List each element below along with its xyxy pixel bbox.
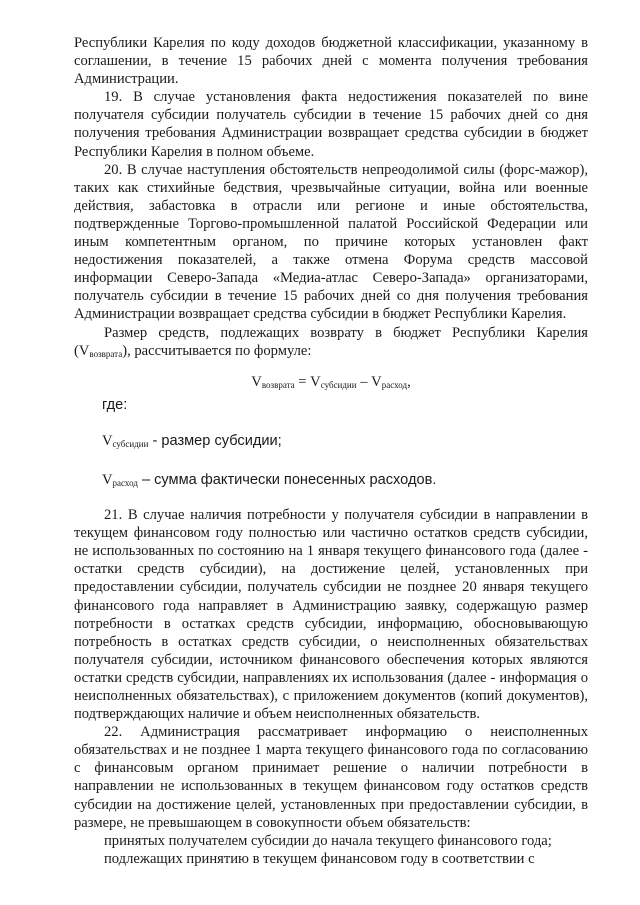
paragraph-21: 21. В случае наличия потребности у получателя субсидии в направлении в текущем финансовом году полностью или частично остатков средств субсидии, не использованных по состоянию на 1 января текущего финансового года (далее - остатки средств субсидии), на достижение целей, установленных при предоставлении субсидии, получатель субсидии не позднее 20 января текущего финансового года направляет в Администрацию заявку, содержащую размер потребности в остатках средств субсидии, информацию, обосновывающую потребность в остатках средств субсидии, о неисполненных обязательствах получателя субсидии, источником финансового обеспечения которых являются остатки средств субсидии, направлениях их использования (далее - информация о неисполненных обязательствах), с приложением документов (копий документов), подтверждающих наличие и объем неисполненных обязательств. (74, 507, 588, 723)
size-intro-subscript: возврата (89, 348, 123, 359)
def2-subscript: расход (112, 477, 138, 488)
paragraph-22: 22. Администрация рассматривает информацию о неисполненных обязательствах и не позднее 1 марта текущего финансового года по согласованию с финансовым органом принимает решение о наличии потребности в направлении не использованных в текущем финансовом году остатков средств субсидии на достижение целей, установленных при предоставлении субсидии, в размере, не превышающем в совокупности объем обязательств: (74, 724, 588, 831)
def2-v: V (102, 471, 113, 488)
definition-subsidy (102, 432, 588, 453)
formula-v1: V (251, 373, 262, 390)
def1-text: - размер субсидии; (148, 432, 282, 449)
paragraph-22-item-1: принятых получателем субсидии до начала текущего финансового года; (104, 832, 552, 849)
paragraph-continuation: Республики Карелия по коду доходов бюджетной классификации, указанному в соглашении, в течение 15 рабочих дней с момента получения требования Администрации. (74, 35, 588, 88)
definition-expense (102, 471, 588, 492)
formula-sub3: расход (381, 379, 408, 390)
paragraph-20: 20. В случае наступления обстоятельств непреодолимой силы (форс-мажор), таких как стихийные бедствия, чрезвычайные ситуации, война или военные действия, забастовка в отрасли или регионе и иные обстоятельства, подтвержденные Торгово-промышленной палатой Российской Федерации или иным компетентным органом, по причине которых установлен факт недостижения показателей, а также отмена Форума средств массовой информации Северо-Запада «Медиа-атлас Северо-Запада» организаторами, получатель субсидии в течение 15 рабочих дней со дня получения требования Администрации возвращает средства субсидии в бюджет Республики Карелия. (74, 161, 588, 323)
formula-end: , (407, 373, 411, 390)
formula (74, 373, 588, 394)
formula-sub2: субсидии (320, 379, 357, 390)
paragraph-22-item-2: подлежащих принятию в текущем финансовом году в соответствии с (104, 850, 535, 867)
formula-sub1: возврата (261, 379, 295, 390)
paragraph-19: 19. В случае установления факта недостижения показателей по вине получателя субсидии получатель субсидии в течение 15 рабочих дней со дня получения требования Администрации возвращает средства субсидии в бюджет Республики Карелия в полном объеме. (74, 89, 588, 160)
def1-v: V (102, 432, 113, 449)
size-intro-text: Размер средств, подлежащих возврату в бюджет Республики Карелия (V (74, 324, 588, 359)
where-label: где: (102, 396, 128, 413)
size-intro-end: ), рассчитывается по формуле: (122, 342, 312, 359)
paragraph-size-intro (74, 324, 588, 363)
def2-text: – сумма фактически понесенных расходов. (137, 471, 437, 488)
def1-subscript: субсидии (112, 438, 149, 449)
formula-minus: – V (356, 373, 382, 390)
formula-eq: = V (294, 373, 321, 390)
